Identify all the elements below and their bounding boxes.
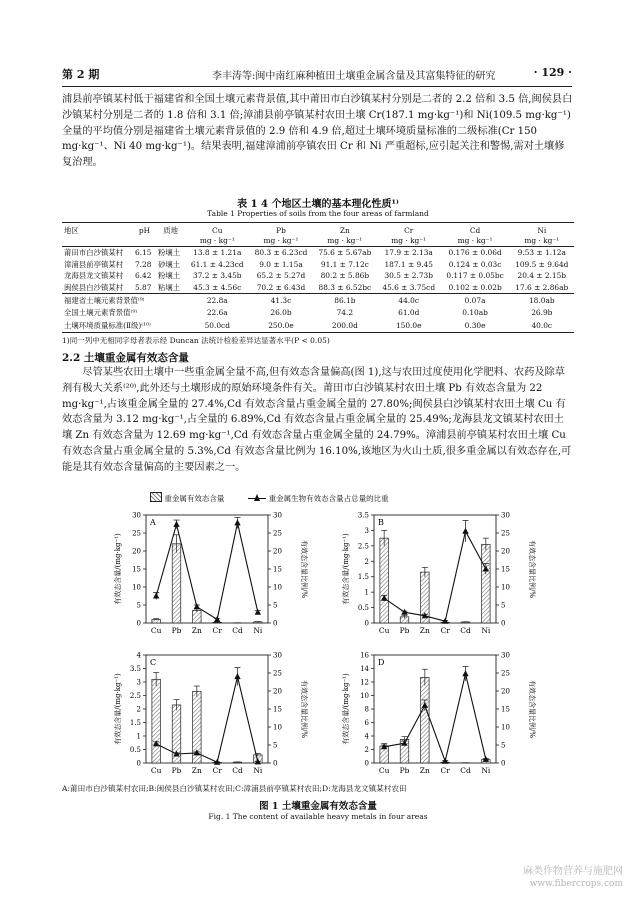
line-point	[194, 603, 200, 609]
y-tick-label: 10	[132, 583, 141, 592]
header-cr: Cr	[377, 223, 441, 237]
line-point	[173, 521, 179, 527]
table-note: 1)同一列中无相同字母者表示经 Duncan 法统计检验差异达显著水平(P < 0.05)	[62, 336, 330, 345]
y-tick-label: 3.5	[129, 665, 141, 673]
y2-tick-label: 15	[501, 705, 510, 714]
header-texture: 质地	[156, 223, 185, 237]
table-cell: 20.4 ± 2.15b	[517, 271, 567, 281]
running-title: 李丰涛等:闽中南红麻种植田土壤重金属含量及其富集特征的研究	[212, 71, 496, 82]
y2-tick-label: 5	[501, 601, 506, 610]
y2-tick-label: 20	[501, 687, 510, 696]
y-tick-label: 5	[136, 601, 141, 610]
properties-table	[62, 222, 574, 333]
table-cell: 91.1 ± 7.12c	[320, 259, 369, 269]
table-cell: 5.87	[134, 282, 152, 292]
line-point	[255, 609, 261, 615]
legend-bar-label: 重金属有效态含量	[164, 494, 225, 503]
y2-tick-label: 15	[273, 565, 282, 574]
y2-tick-label: 30	[273, 511, 282, 520]
table-cell: 44.0c	[377, 294, 441, 307]
header-ni: Ni	[510, 223, 574, 237]
body-paragraph-2: 尽管某些农田土壤中一些重金属全量不高,但有效态含量偏高(图 1),这与农田过度使用化学肥料、农药及除草剂有极大关系⁽²⁰⁾,此外还与土壤形成的原始环境条件有关。莆田市白沙镇某村农田土壤 Pb 有效态含量为 22 mg·kg⁻¹,占该重金属全量的 27.4%,Cd 有效态含量占重金属全量的 27.80%;闽侯县白沙镇某村农田土壤 Cu 有效态含量为 3.12 mg·kg⁻¹,占全量的 6.89%,Cd 有效态含量占重金属全量的 25.49%;龙海县龙文镇某村农田土壤 Zn 有效态含量为 12.69 mg·kg⁻¹,Cd 有效态含量占重金属全量的 24.79%。漳浦县前亭镇某村农田土壤 Cu 有效态含量占重金属全量的 5.3%,Cd 有效态含量比例为 16.10%,该地区为火山土质,很多重金属以有效态存在,可能是其有效态含量偏高的主要因素之一。	[62, 367, 572, 473]
figure-title-zh: 图 1 土壤重金属有效态含量	[259, 801, 377, 812]
y-axis-title: 有效态含量/(mg·kg⁻¹)	[342, 533, 350, 605]
y-tick-label: 0	[364, 619, 369, 628]
table-cell: 0.117 ± 0.05bc	[446, 271, 504, 281]
table-cell: 41.3c	[249, 294, 313, 307]
x-tick-label: Cu	[378, 766, 390, 775]
y-tick-label: 3	[136, 678, 141, 687]
table-cell: 0.124 ± 0.03c	[448, 259, 502, 269]
chart-panel-a	[110, 503, 310, 643]
y-tick-label: 20	[132, 547, 141, 556]
unit-cr: mg · kg⁻¹	[377, 236, 441, 247]
x-tick-label: Ni	[253, 626, 263, 635]
table-cell: 61.0d	[398, 308, 420, 318]
bar	[152, 679, 161, 763]
y2-tick-label: 30	[501, 511, 510, 520]
table-cell: 22.6a	[206, 308, 228, 318]
header-region: 地区	[62, 223, 133, 237]
x-tick-label: Cd	[460, 766, 471, 775]
table-cell: 粉壤土	[157, 248, 181, 258]
y-tick-label: 16	[360, 651, 369, 660]
table-cell: 6.15	[134, 248, 152, 258]
y2-tick-label: 10	[273, 583, 282, 592]
x-tick-label: Zn	[419, 626, 430, 635]
y-tick-label: 0	[136, 759, 141, 768]
table-cell: 粉壤土	[157, 271, 181, 281]
y-tick-label: 30	[132, 511, 141, 520]
reference-row	[62, 319, 574, 332]
y-tick-label: 15	[132, 565, 141, 574]
header-cd: Cd	[441, 223, 510, 237]
y2-tick-label: 30	[273, 651, 282, 660]
table-cell: 61.1 ± 4.23cd	[190, 259, 244, 269]
plot-frame	[374, 655, 496, 763]
y-tick-label: 1.5	[129, 719, 141, 727]
watermark-url: www.fibercrops.com	[529, 879, 623, 889]
line-point	[462, 528, 468, 534]
y2-tick-label: 5	[273, 601, 278, 610]
table-cell: 45.3 ± 4.56c	[193, 282, 242, 292]
unit-zn: mg · kg⁻¹	[313, 236, 377, 247]
table-cell: 80.3 ± 6.23cd	[254, 248, 308, 258]
bar	[193, 610, 202, 623]
line-series	[156, 677, 258, 763]
table-row	[62, 247, 574, 259]
table-cell: 75.6 ± 5.67ab	[318, 248, 372, 258]
y-tick-label: 2.5	[357, 542, 369, 551]
table-cell: 福建省土壤元素背景值⁽⁹⁾	[62, 294, 185, 307]
line-point	[462, 670, 468, 676]
watermark	[523, 866, 623, 890]
reference-row	[62, 307, 574, 320]
unit-cd: mg · kg⁻¹	[441, 236, 510, 247]
table-cell: 0.10ab	[462, 308, 488, 318]
table-cell: 50.0cd	[185, 319, 249, 332]
x-tick-label: Zn	[419, 766, 430, 775]
x-tick-label: Cd	[232, 626, 243, 635]
table-cell: 65.2 ± 5.27d	[256, 271, 306, 281]
table-cell: 9.0 ± 1.15a	[259, 259, 303, 269]
bar	[421, 677, 430, 763]
y-axis-title: 有效态含量/(mg·kg⁻¹)	[114, 533, 122, 605]
header-zn: Zn	[313, 223, 377, 237]
line-point	[214, 616, 220, 622]
table-cell: 7.28	[134, 259, 152, 269]
y2-tick-label: 30	[501, 651, 510, 660]
y-tick-label: 0	[364, 759, 369, 768]
x-tick-label: Pb	[399, 626, 410, 635]
y-tick-label: 3.5	[357, 511, 369, 520]
table-cell: 37.2 ± 3.45b	[192, 271, 242, 281]
y-tick-label: 14	[360, 665, 369, 673]
table-cell: 0.30e	[441, 319, 510, 332]
table-cell: 砂壤土	[157, 259, 181, 269]
table-cell: 45.6 ± 3.75cd	[382, 282, 436, 292]
line-series	[384, 674, 486, 761]
panel-letter: B	[378, 518, 384, 527]
x-tick-label: Cr	[440, 766, 450, 775]
bar	[482, 544, 491, 623]
line-point	[234, 519, 240, 525]
table-cell: 13.8 ± 1.21a	[193, 248, 242, 258]
bar	[380, 538, 389, 623]
x-tick-label: Zn	[191, 766, 202, 775]
y-tick-label: 2.5	[129, 692, 141, 700]
y-axis-title: 有效态含量/(mg·kg⁻¹)	[114, 673, 122, 745]
y2-tick-label: 20	[273, 547, 282, 556]
table-cell: 86.1b	[313, 294, 377, 307]
section-title: 2.2 土壤重金属有效态含量	[62, 352, 189, 364]
table-cell: 88.3 ± 6.52bc	[318, 282, 372, 292]
table-cell: 6.42	[134, 271, 152, 281]
table-cell: 全国土壤元素背景值⁽⁹⁾	[64, 308, 138, 318]
bar	[172, 544, 181, 623]
table-cell: 22.8a	[185, 294, 249, 307]
chart-panel-b	[338, 503, 538, 643]
x-tick-label: Pb	[399, 766, 410, 775]
table-cell: 0.102 ± 0.02b	[448, 282, 502, 292]
y2-tick-label: 0	[501, 619, 506, 628]
line-series	[156, 523, 258, 619]
y2-axis-title: 有效态含量比例/%	[300, 679, 308, 739]
y-tick-label: 1.5	[357, 573, 369, 582]
unit-cu: mg · kg⁻¹	[185, 236, 249, 247]
x-tick-label: Zn	[191, 626, 202, 635]
x-tick-label: Cu	[150, 766, 162, 775]
x-tick-label: Cd	[460, 626, 471, 635]
table-cell: 土壤环境质量标准(Ⅱ级)⁽¹⁰⁾	[62, 319, 185, 332]
table-cell: 80.2 ± 5.86b	[320, 271, 370, 281]
reference-row	[62, 294, 574, 307]
x-tick-label: Cr	[440, 626, 450, 635]
y2-axis-title: 有效态含量比例/%	[300, 539, 308, 599]
table-title-zh: 表 1 4 个地区土壤的基本理化性质¹⁾	[237, 199, 399, 210]
table-cell: 109.5 ± 9.64d	[515, 259, 569, 269]
triangle-line-legend-icon	[248, 494, 266, 502]
panel-letter: A	[150, 518, 156, 527]
table-title-en: Table 1 Properties of soils from the four areas of farmland	[207, 209, 429, 218]
y2-tick-label: 0	[501, 759, 506, 768]
y2-axis-title: 有效态含量比例/%	[528, 539, 536, 599]
figure-subcaption: A:莆田市白沙镇某村农田;B:闽侯县白沙镇某村农田;C:漳浦县前亭镇某村农田;D:龙海县龙文镇某村农田	[62, 784, 407, 793]
y2-tick-label: 0	[273, 619, 278, 628]
y2-tick-label: 25	[501, 529, 510, 538]
table-cell: 闽侯县白沙镇某村	[64, 282, 124, 292]
y2-tick-label: 5	[273, 741, 278, 750]
y-tick-label: 0.5	[357, 604, 369, 613]
table-cell: 250.0e	[249, 319, 313, 332]
chart-panel-d	[338, 643, 538, 783]
y-tick-label: 0.5	[129, 746, 141, 754]
x-tick-label: Cr	[212, 626, 222, 635]
table-cell: 漳浦县前亭镇某村	[64, 259, 124, 269]
y-tick-label: 10	[360, 692, 369, 700]
y-axis-title: 有效态含量/(mg·kg⁻¹)	[342, 673, 350, 745]
figure-title-en: Fig. 1 The content of available heavy metals in four areas	[208, 812, 428, 821]
y-tick-label: 1	[136, 732, 141, 741]
x-tick-label: Ni	[253, 766, 263, 775]
y-tick-label: 2	[136, 705, 141, 714]
plot-frame	[374, 515, 496, 623]
table-cell: 40.0c	[510, 319, 574, 332]
panel-letter: D	[378, 658, 385, 667]
table-cell: 74.2	[336, 308, 354, 318]
y-tick-label: 12	[360, 678, 369, 687]
table-cell: 17.9 ± 2.13a	[384, 248, 433, 258]
header-rule	[62, 86, 572, 87]
y2-tick-label: 10	[273, 723, 282, 732]
table-cell: 26.9b	[531, 308, 553, 318]
y-tick-label: 8	[364, 705, 369, 714]
y-tick-label: 2	[364, 557, 369, 566]
y-tick-label: 4	[364, 732, 369, 741]
unit-pb: mg · kg⁻¹	[249, 236, 313, 247]
line-point	[234, 673, 240, 679]
y2-tick-label: 25	[273, 669, 282, 678]
table-cell: 150.0e	[377, 319, 441, 332]
y-tick-label: 4	[136, 651, 141, 660]
table-cell: 莆田市白沙镇某村	[64, 248, 124, 258]
y2-tick-label: 15	[501, 565, 510, 574]
y2-tick-label: 0	[273, 759, 278, 768]
table-cell: 30.5 ± 2.73b	[384, 271, 433, 281]
x-tick-label: Cu	[378, 626, 390, 635]
x-tick-label: Ni	[481, 766, 491, 775]
panel-letter: C	[150, 658, 157, 667]
y2-tick-label: 10	[501, 583, 510, 592]
issue-number: 第 2 期	[62, 68, 100, 81]
table-row	[62, 270, 574, 282]
y2-tick-label: 20	[273, 687, 282, 696]
plot-frame	[146, 655, 268, 763]
header-cu: Cu	[185, 223, 249, 237]
table-cell: 26.0b	[270, 308, 292, 318]
table-cell: 200.0d	[313, 319, 377, 332]
y-tick-label: 1	[364, 588, 369, 597]
table-cell: 0.07a	[441, 294, 510, 307]
table-row	[62, 282, 574, 294]
header-ph: pH	[133, 223, 156, 237]
line-point	[153, 593, 159, 599]
line-point	[401, 609, 407, 615]
table-cell: 187.1 ± 9.45	[384, 259, 433, 269]
page-number: · 129 ·	[533, 66, 572, 79]
table-cell: 9.53 ± 1.12a	[517, 248, 566, 258]
y-tick-label: 2	[364, 746, 369, 754]
page-header	[62, 62, 572, 84]
x-tick-label: Pb	[171, 626, 182, 635]
y2-tick-label: 10	[501, 723, 510, 732]
unit-ni: mg · kg⁻¹	[510, 236, 574, 247]
y-tick-label: 6	[364, 719, 369, 727]
x-tick-label: Ni	[481, 626, 491, 635]
y2-tick-label: 20	[501, 547, 510, 556]
table-cell: 70.2 ± 6.43d	[256, 282, 306, 292]
watermark-site: 麻类作物营养与施肥网	[523, 866, 623, 877]
header-pb: Pb	[249, 223, 313, 237]
y2-tick-label: 15	[273, 705, 282, 714]
table-row	[62, 259, 574, 271]
x-tick-label: Cu	[150, 626, 162, 635]
line-series	[384, 531, 486, 621]
table-cell: 龙海县龙文镇某村	[64, 271, 124, 281]
y2-tick-label: 25	[501, 669, 510, 678]
chart-panel-c	[110, 643, 310, 783]
legend-line-label: 重金属生物有效态含量占总量的比重	[268, 494, 389, 503]
y-tick-label: 0	[136, 619, 141, 628]
y-tick-label: 3	[364, 526, 369, 535]
x-tick-label: Pb	[171, 766, 182, 775]
bar-legend-swatch	[150, 492, 162, 502]
table-cell: 粘壤土	[157, 282, 181, 292]
y-tick-label: 25	[132, 529, 141, 538]
x-tick-label: Cd	[232, 766, 243, 775]
table-cell: 0.176 ± 0.06d	[448, 248, 502, 258]
table-cell: 18.0ab	[510, 294, 574, 307]
body-paragraph-1: 浦县前亭镇某村低于福建省和全国土壤元素背景值,其中莆田市白沙镇某村分别是二者的 2.2 倍和 3.5 倍,闽侯县白沙镇某村分别是二者的 1.8 倍和 3.1 倍;漳浦县前亭镇某村农田土壤 Cr(187.1 mg·kg⁻¹)和 Ni(109.5 mg·kg⁻¹)全量的平均值分别是福建省土壤元素背景值的 2.9 倍和 4.9 倍,超过土壤环境质量标准的二级标准(Cr 150 mg·kg⁻¹、Ni 40 mg·kg⁻¹)。结果表明,福建漳浦前亭镇农田 Cr 和 Ni 严重超标,应引起关注和警惕,需对土壤修复治理。	[62, 94, 573, 169]
x-tick-label: Cr	[212, 766, 222, 775]
y2-tick-label: 5	[501, 741, 506, 750]
y2-tick-label: 25	[273, 529, 282, 538]
table-cell: 17.6 ± 2.86ab	[515, 282, 569, 292]
y2-axis-title: 有效态含量比例/%	[528, 679, 536, 739]
